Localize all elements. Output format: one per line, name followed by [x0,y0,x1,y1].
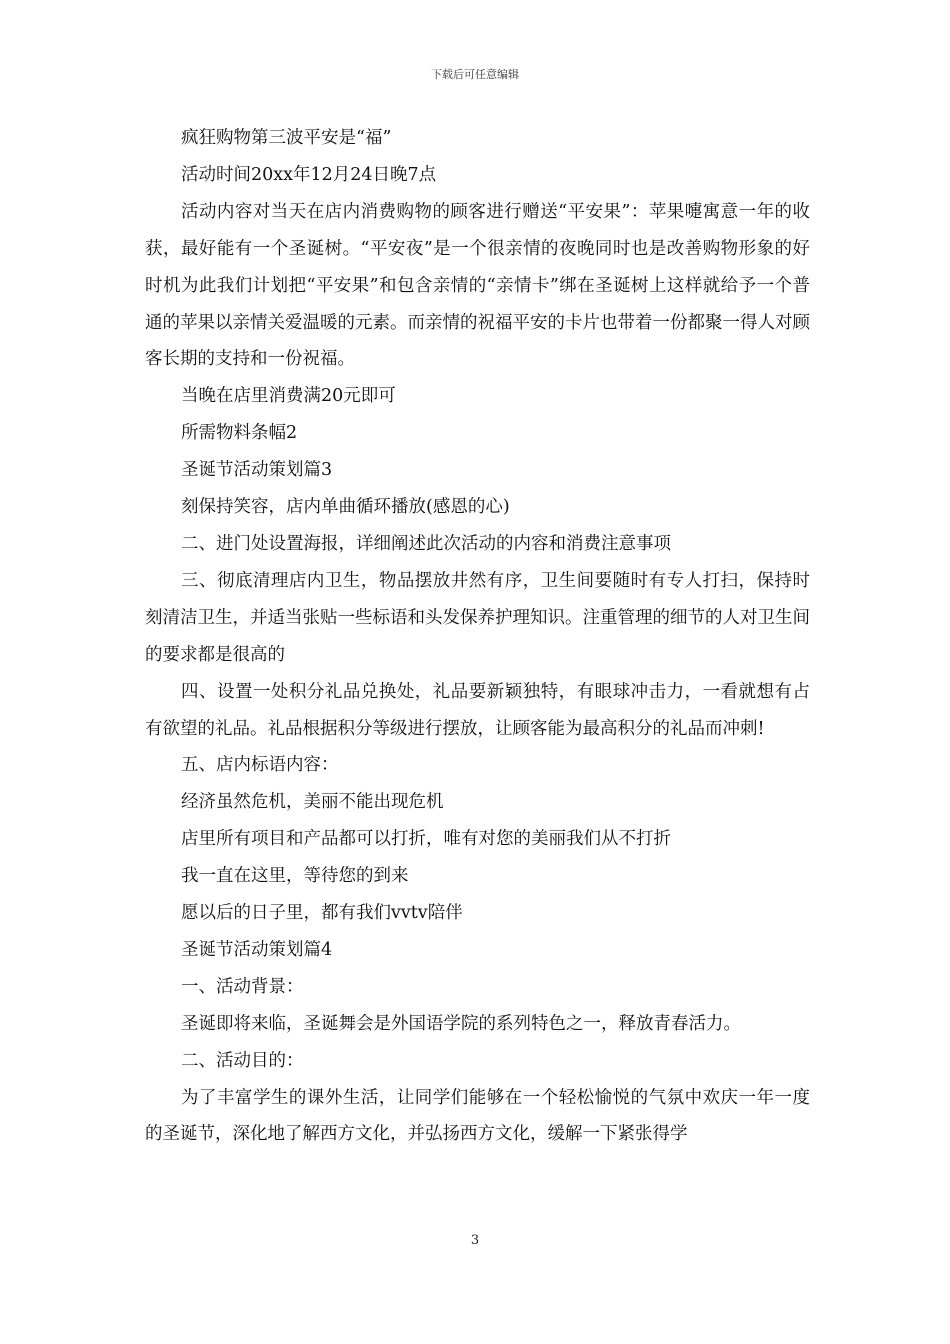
paragraph: 当晚在店里消费满20元即可 [181,386,396,407]
slogan-line: 经济虽然危机，美丽不能出现危机 [181,792,444,813]
section-heading: 圣诞节活动策划篇3 [181,460,333,481]
slogan-line: 我一直在这里，等待您的到来 [181,866,409,887]
paragraph: 二、进门处设置海报，详细阐述此次活动的内容和消费注意事项 [181,533,671,554]
paragraph: 疯狂购物第三波平安是“福” [181,128,392,148]
paragraph: 三、彻底清理店内卫生，物品摆放井然有序，卫生间要随时有专人打扫，保持时刻清洁卫生，并适当张贴一些标语和头发保养护理知识。注重管理的细节的人对卫生间的要求都是很高的 [145,570,810,665]
paragraph: 二、活动目的： [181,1050,304,1071]
slogan-line: 愿以后的日子里，都有我们vvtv陪伴 [181,903,463,924]
page-header-note: 下载后可任意编辑 [431,68,519,81]
paragraph: 刻保持笑容，店内单曲循环播放(感恩的心) [181,497,510,518]
paragraph: 活动时间20xx年12月24日晚7点 [181,164,437,185]
paragraph: 一、活动背景： [181,976,304,997]
paragraph: 五、店内标语内容： [181,755,339,776]
page-number: 3 [470,1233,480,1248]
section-heading: 圣诞节活动策划篇4 [181,939,333,960]
paragraph: 所需物料条幅2 [181,423,298,444]
paragraph: 四、设置一处积分礼品兑换处，礼品要新颖独特，有眼球冲击力，一看就想有占有欲望的礼品。礼品根据积分等级进行摆放，让顾客能为最高积分的礼品而冲刺! [145,681,810,739]
slogan-line: 店里所有项目和产品都可以打折，唯有对您的美丽我们从不打折 [181,829,671,850]
paragraph: 圣诞即将来临，圣诞舞会是外国语学院的系列特色之一，释放青春活力。 [181,1013,741,1034]
document-body [145,120,810,1153]
paragraph: 为了丰富学生的课外生活，让同学们能够在一个轻松愉悦的气氛中欢庆一年一度的圣诞节，深化地了解西方文化，并弘扬西方文化，缓解一下紧张得学 [145,1087,810,1145]
paragraph: 活动内容对当天在店内消费购物的顾客进行赠送“平安果”：苹果嚏寓意一年的收获，最好能有一个圣诞树。“平安夜”是一个很亲情的夜晚同时也是改善购物形象的好时机为此我们计划把“平安果”和包含亲情的“亲情卡”绑在圣诞树上这样就给予一个普通的苹果以亲情关爱温暖的元素。而亲情的祝福平安的卡片也带着一份都聚一得人对顾客长期的支持和一份祝福。 [145,201,810,370]
